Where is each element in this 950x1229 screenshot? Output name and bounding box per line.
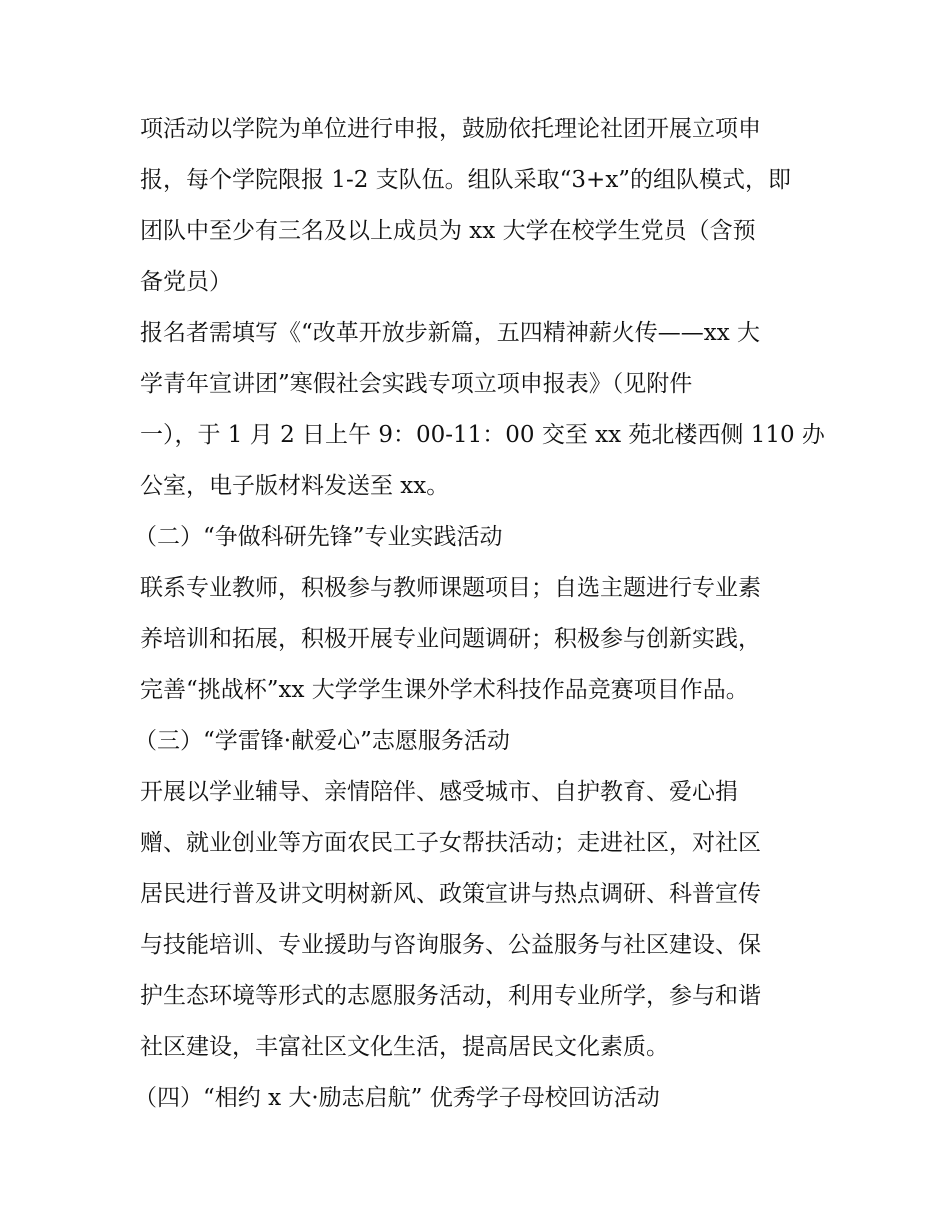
section-heading-4: （四）“相约 x 大·励志启航” 优秀学子母校回访活动	[134, 1085, 660, 1111]
paragraph-line: 开展以学业辅导、亲情陪伴、感受城市、自护教育、爱心捐	[140, 779, 738, 805]
paragraph-line: 学青年宣讲团”寒假社会实践专项立项申报表》（见附件	[140, 371, 693, 397]
paragraph-line: 备党员）	[140, 269, 232, 295]
paragraph-line: 养培训和拓展，积极开展专业问题调研；积极参与创新实践，	[140, 626, 761, 652]
paragraph-line: 社区建设，丰富社区文化生活，提高居民文化素质。	[140, 1034, 669, 1060]
paragraph-line: 护生态环境等形式的志愿服务活动，利用专业所学，参与和谐	[140, 983, 761, 1009]
paragraph-line: 居民进行普及讲文明树新风、政策宣讲与热点调研、科普宣传	[140, 881, 761, 907]
paragraph-line: 赠、就业创业等方面农民工子女帮扶活动；走进社区，对社区	[140, 830, 761, 856]
paragraph-line: 团队中至少有三名及以上成员为 xx 大学在校学生党员（含预	[140, 218, 756, 244]
section-heading-2: （二）“争做科研先锋”专业实践活动	[134, 524, 503, 550]
section-heading-3: （三）“学雷锋·献爱心”志愿服务活动	[134, 728, 510, 754]
paragraph-line: 联系专业教师，积极参与教师课题项目；自选主题进行专业素	[140, 575, 761, 601]
paragraph-line: 完善“挑战杯”xx 大学学生课外学术科技作品竞赛项目作品。	[140, 677, 749, 703]
paragraph-line: 报，每个学院限报 1-2 支队伍。组队采取“3+x”的组队模式，即	[140, 167, 792, 193]
paragraph-line: 与技能培训、专业援助与咨询服务、公益服务与社区建设、保	[140, 932, 761, 958]
paragraph-line: 公室，电子版材料发送至 xx。	[140, 473, 450, 499]
paragraph-line: 一），于 1 月 2 日上午 9：00-11：00 交至 xx 苑北楼西侧 110 办	[140, 422, 825, 448]
paragraph-line: 项活动以学院为单位进行申报，鼓励依托理论社团开展立项申	[140, 116, 761, 142]
paragraph-line: 报名者需填写《“改革开放步新篇，五四精神薪火传——xx 大	[140, 320, 761, 346]
document-body	[134, 104, 825, 1124]
